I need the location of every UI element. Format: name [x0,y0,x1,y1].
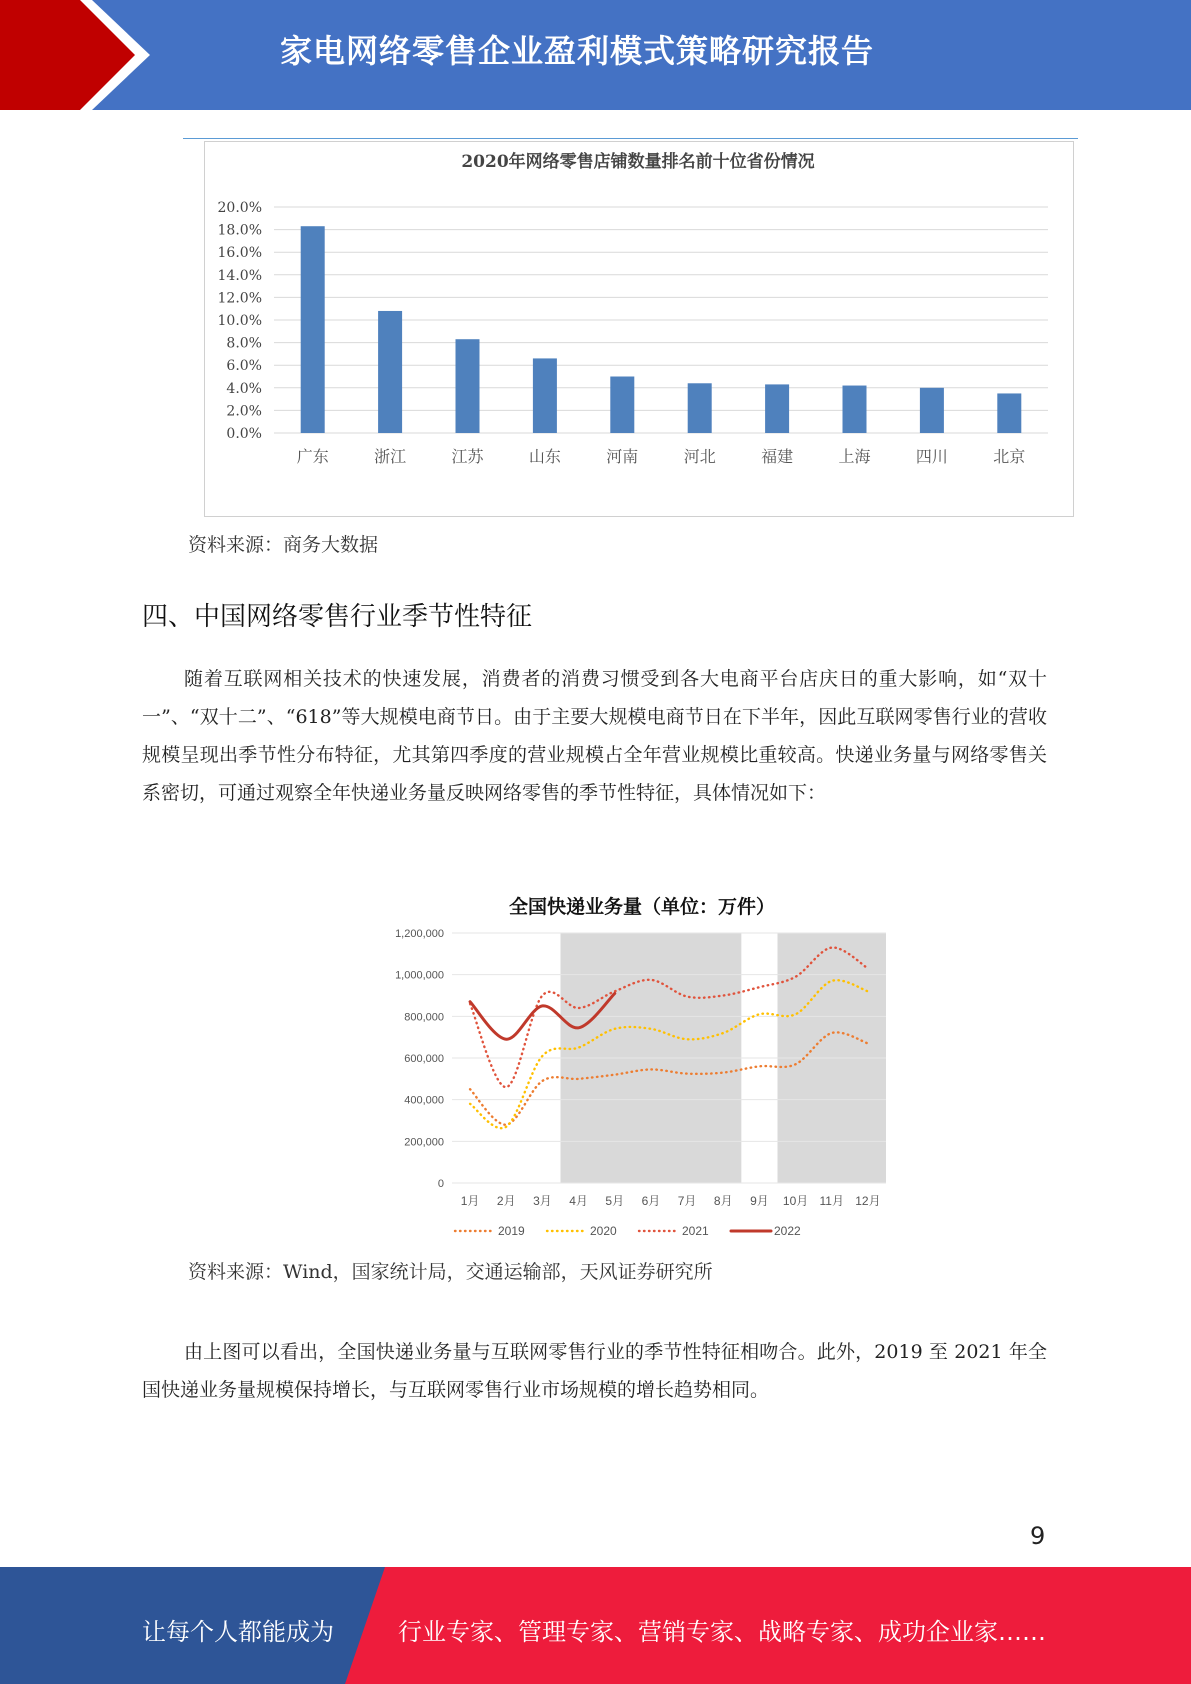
x-tick-label: 河北 [683,447,716,466]
x-tick-label: 7月 [677,1194,697,1208]
bar [688,383,712,433]
bar [301,226,325,433]
bar [997,393,1021,433]
line-chart-source: 资料来源：Wind，国家统计局，交通运输部，天风证券研究所 [188,1261,713,1283]
y-tick-label: 4.0% [226,380,262,397]
x-tick-label: 福建 [761,447,794,466]
x-tick-label: 8月 [713,1194,733,1208]
x-tick-label: 2月 [496,1194,516,1208]
x-tick-label: 5月 [605,1194,625,1208]
x-tick-label: 山东 [528,447,561,466]
y-tick-label: 800,000 [404,1011,444,1024]
y-tick-label: 200,000 [404,1136,444,1149]
x-tick-label: 浙江 [374,447,407,466]
chart-top-rule [183,138,1078,139]
bar-chart [204,141,1072,515]
x-tick-label: 9月 [750,1194,769,1208]
paragraph-conclusion [142,1333,1047,1409]
y-tick-label: 0.0% [226,426,262,442]
y-tick-label: 12.0% [217,290,262,307]
x-tick-label: 6月 [641,1194,661,1208]
bar [843,386,867,433]
page-number: 9 [1030,1522,1046,1550]
y-tick-label: 2.0% [226,403,262,420]
x-tick-label: 河南 [606,447,639,466]
x-tick-label: 1月 [460,1194,480,1208]
bar [456,339,480,433]
footer-slogan-right: 行业专家、管理专家、营销专家、战略专家、成功企业家…… [398,1618,1046,1646]
x-tick-label: 广东 [296,447,329,466]
paragraph-text: 由上图可以看出，全国快递业务量与互联网零售行业的季节性特征相吻合。此外，2019 至 2021 年全国快递业务量规模保持增长，与互联网零售行业市场规模的增长趋势相同。 [142,1341,1047,1401]
x-tick-label: 12月 [855,1194,881,1208]
y-tick-label: 14.0% [217,267,262,284]
y-tick-label: 8.0% [226,335,262,352]
x-tick-label: 北京 [993,447,1026,466]
legend-label: 2022 [774,1224,801,1238]
y-tick-label: 10.0% [217,313,262,329]
legend-label: 2021 [682,1224,709,1238]
bar-chart-source: 资料来源：商务大数据 [188,534,379,556]
y-tick-label: 0 [437,1178,444,1190]
section-heading: 四、中国网络零售行业季节性特征 [142,602,533,632]
x-tick-label: 上海 [838,447,871,466]
bar [533,358,557,433]
x-tick-label: 江苏 [451,447,484,466]
x-tick-label: 11月 [819,1194,844,1208]
paragraph-seasonality [142,660,1047,812]
y-tick-label: 16.0% [217,245,262,262]
line-chart [380,878,900,1250]
page-title: 家电网络零售企业盈利模式策略研究报告 [280,32,875,70]
header-arrow-decoration [0,0,160,110]
paragraph-text: 随着互联网相关技术的快速发展，消费者的消费习惯受到各大电商平台店庆日的重大影响，如“双十一”、“双十二”、“618”等大规模电商节日。由于主要大规模电商节日在下半年，因此互联网零售行业的营收规模呈现出季节性分布特征，尤其第四季度的营业规模占全年营业规模比重较高。快递业务量与网络零售关系密切，可通过观察全年快递业务量反映网络零售的季节性特征，具体情况如下： [142,668,1047,804]
bar [610,377,634,434]
bar [765,384,789,433]
y-tick-label: 400,000 [404,1094,444,1107]
y-tick-label: 600,000 [404,1053,444,1065]
y-tick-label: 18.0% [217,222,262,239]
footer-slogan-left: 让每个人都能成为 [142,1618,334,1646]
bar [920,388,944,433]
chart-title: 全国快递业务量（单位：万件） [508,897,776,918]
y-tick-label: 1,200,000 [395,928,444,940]
legend-label: 2020 [590,1224,617,1238]
y-tick-label: 1,000,000 [395,969,444,982]
bar [378,311,402,433]
x-tick-label: 4月 [569,1194,588,1208]
x-tick-label: 10月 [782,1194,809,1208]
y-tick-label: 20.0% [217,200,262,216]
x-tick-label: 3月 [533,1194,552,1208]
x-tick-label: 四川 [915,447,948,466]
chart-title: 2020年网络零售店铺数量排名前十位省份情况 [461,152,815,172]
y-tick-label: 6.0% [226,358,262,375]
legend-label: 2019 [498,1224,525,1238]
